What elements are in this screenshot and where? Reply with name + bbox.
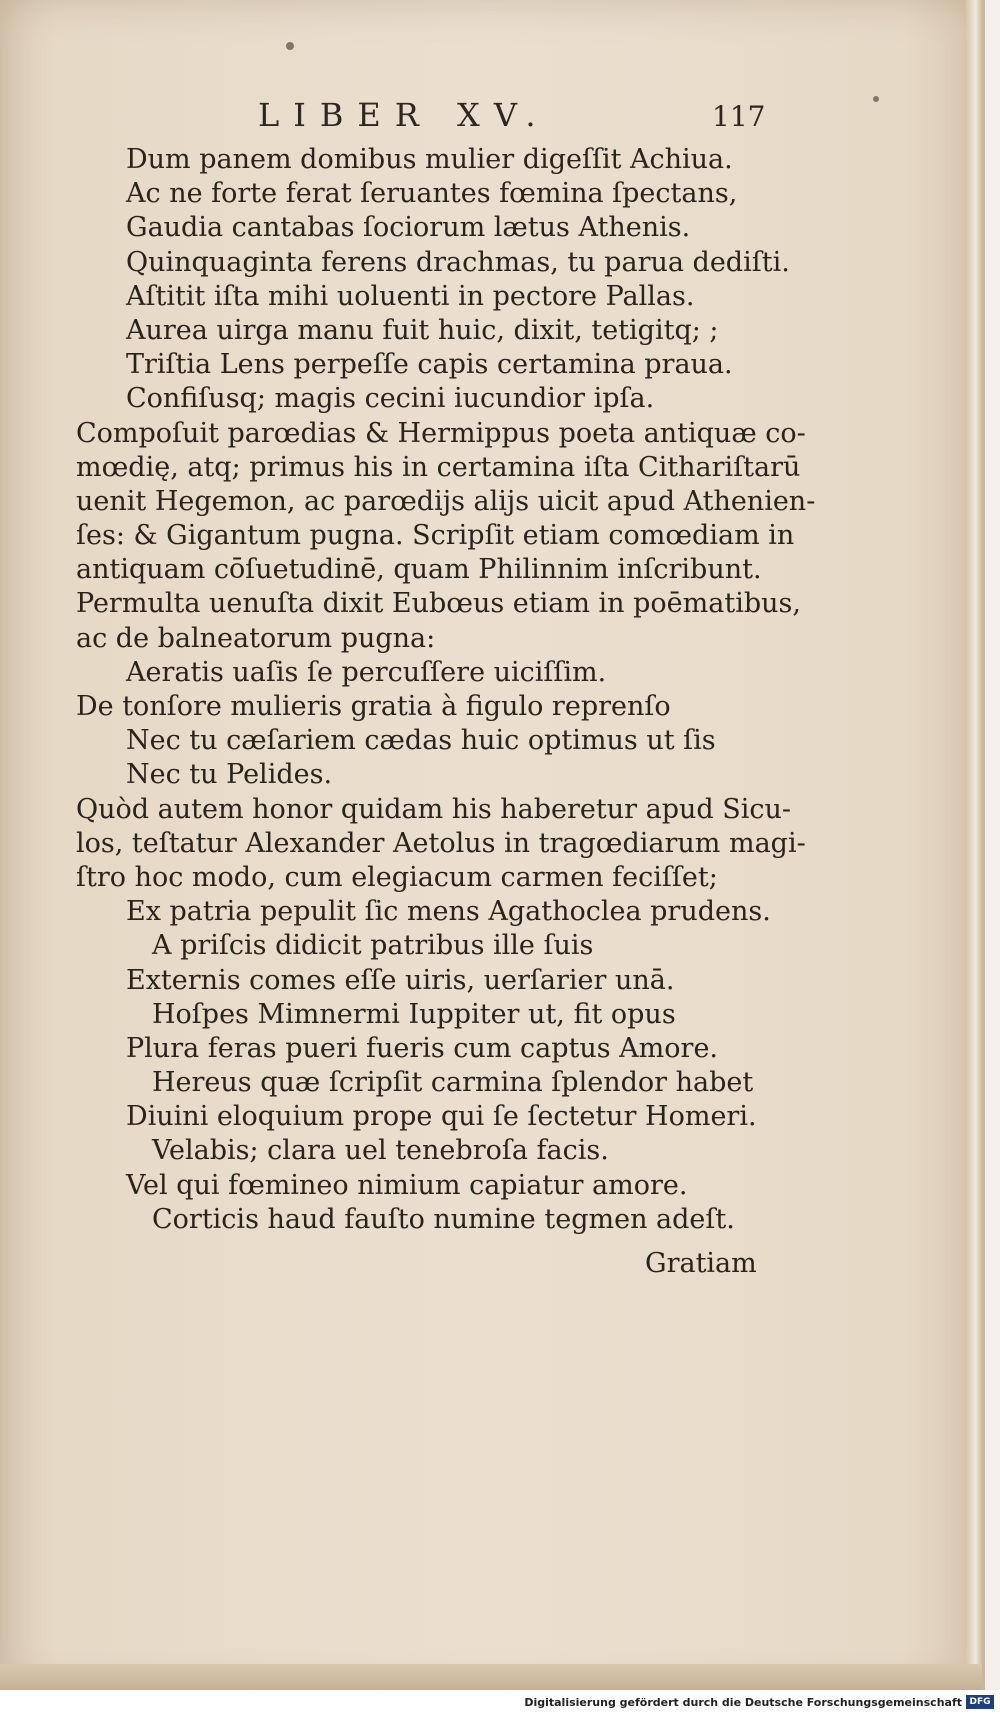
- funding-credit: Digitalisierung gefördert durch die Deutsche Forschungsgemeinschaft: [524, 1696, 962, 1709]
- text-line: Confiſusq; magis cecini iucundior ipſa.: [126, 383, 655, 415]
- text-line: Gaudia cantabas ſociorum lætus Athenis.: [126, 212, 691, 244]
- body-text: [76, 143, 816, 1237]
- text-line: Plura feras pueri fueris cum captus Amore.: [126, 1032, 719, 1064]
- dfg-logo: DFG: [966, 1695, 994, 1709]
- text-line: De tonſore mulieris gratia à figulo reprenſo: [76, 691, 671, 722]
- text-line: Vel qui fœmineo nimium capiatur amore.: [126, 1169, 688, 1201]
- text-line: A priſcis didicit patribus ille ſuis: [152, 930, 594, 962]
- running-title: LIBER XV.: [258, 96, 550, 134]
- text-line: Aurea uirga manu fuit huic, dixit, tetigitq; ;: [126, 314, 719, 346]
- text-line: los, teſtatur Alexander Aetolus in tragœdiarum magi-: [76, 827, 806, 859]
- text-line: ſtro hoc modo, cum elegiacum carmen feciſſet;: [76, 861, 718, 893]
- page-header: [0, 96, 982, 136]
- text-line: ac de balneatorum pugna:: [76, 622, 436, 654]
- text-line: antiquam cōſuetudinē, quam Philinnim inſcribunt.: [76, 554, 762, 586]
- text-line: Compoſuit parœdias & Hermippus poeta antiquæ co-: [76, 417, 806, 449]
- text-line: Diuini eloquium prope qui ſe ſectetur Homeri.: [126, 1101, 757, 1133]
- text-line: uenit Hegemon, ac parœdijs alijs uicit apud Athenien-: [76, 485, 816, 517]
- text-line: Hoſpes Mimnermi Iuppiter ut, fit opus: [152, 998, 676, 1030]
- text-line: Velabis; clara uel tenebroſa facis.: [152, 1135, 609, 1167]
- page-edge-bottom: [0, 1664, 982, 1690]
- text-line: Aſtitit iſta mihi uoluenti in pectore Pallas.: [126, 280, 695, 312]
- text-line: Ex patria pepulit ſic mens Agathoclea prudens.: [126, 896, 771, 928]
- ink-spot: [286, 42, 294, 50]
- text-line: Triſtia Lens perpeſſe capis certamina praua.: [126, 349, 733, 381]
- page-number: 117: [712, 100, 766, 133]
- text-line: Ac ne forte ferat ſeruantes fœmina ſpectans,: [126, 178, 738, 210]
- digitization-footer: [0, 1690, 1000, 1716]
- page-edge-right: [966, 0, 982, 1690]
- text-line: Hereus quæ ſcripſit carmina ſplendor habet: [152, 1067, 754, 1099]
- text-line: Permulta uenuſta dixit Eubœus etiam in poēmatibus,: [76, 588, 801, 620]
- text-line: Nec tu cæſariem cædas huic optimus ut ſis: [126, 725, 716, 757]
- text-line: Quòd autem honor quidam his haberetur apud Sicu-: [76, 793, 792, 825]
- text-line: Aeratis uaſis ſe percuſſere uiciſſim.: [126, 656, 607, 688]
- text-line: Quinquaginta ferens drachmas, tu parua dediſti.: [126, 246, 790, 278]
- text-line: Nec tu Pelides.: [126, 759, 333, 791]
- catchword: Gratiam: [645, 1248, 757, 1279]
- text-line: mœdię, atq; primus his in certamina iſta Cithariſtarū: [76, 451, 801, 483]
- text-line: Dum panem domibus mulier digeſſit Achiua.: [126, 144, 733, 175]
- text-line: Corticis haud fauſto numine tegmen adeſt.: [152, 1203, 735, 1235]
- text-line: ſes: & Gigantum pugna. Scripſit etiam comœdiam in: [76, 520, 795, 552]
- text-line: Externis comes eſſe uiris, uerſarier unā.: [126, 964, 675, 996]
